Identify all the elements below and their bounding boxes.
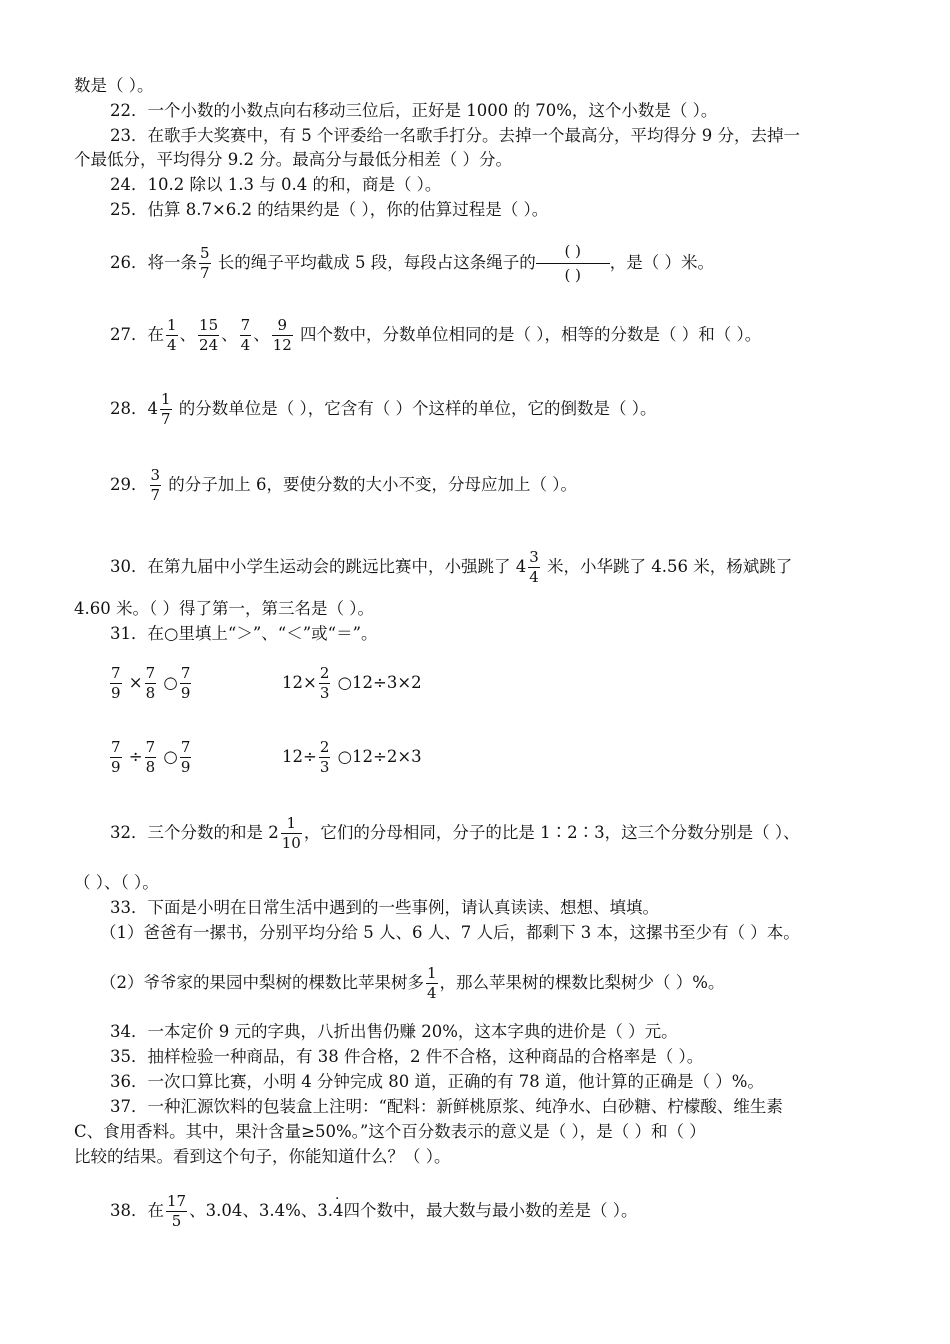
den: 9	[111, 758, 121, 776]
question-32-line1	[110, 816, 800, 851]
q26-blank-den: ( )	[564, 266, 582, 284]
q32-post: ，它们的分母相同，分子的比是 1∶2∶3，这三个分数分别是（ ）、	[303, 823, 800, 842]
q32-pre: 32．三个分数的和是 2	[110, 823, 279, 842]
num: 7	[180, 664, 191, 682]
den: 8	[145, 758, 156, 776]
q27-f2-num: 15	[199, 316, 219, 334]
q26-blank-fraction	[536, 244, 610, 283]
q31-r1a-op: ×	[128, 673, 143, 692]
q27-f4-num: 9	[272, 318, 293, 336]
den: 9	[180, 758, 191, 776]
den: 3	[319, 684, 330, 702]
q31-r1b-f	[319, 666, 331, 701]
q31-item-4	[282, 740, 422, 775]
q29-frac-num: 3	[150, 466, 161, 484]
q31-r2a-f2	[145, 740, 157, 775]
q38-mid: 、3.04、3.4%、3.	[189, 1201, 333, 1220]
q33-p2-fraction	[426, 966, 438, 1001]
question-37-line3: 比较的结果。看到这个句子，你能知道什么？（ ）。	[74, 1147, 451, 1166]
question-22: 22．一个小数的小数点向右移动三位后，正好是 1000 的 70%，这个小数是（ ）。	[110, 101, 718, 120]
q31-item-3	[108, 740, 193, 775]
q26-pre: 26．将一条	[110, 253, 197, 272]
q31-item-2	[282, 666, 422, 701]
question-25: 25．估算 8.7×6.2 的结果约是（ ），你的估算过程是（ ）。	[110, 200, 549, 219]
q27-sep: 、	[179, 325, 197, 344]
q31-r2a-f3	[180, 740, 192, 775]
question-33-title: 33．下面是小明在日常生活中遇到的一些事例，请认真读读、想想、填填。	[110, 898, 659, 917]
q31-r2b-post: ○12÷2×3	[332, 747, 422, 766]
den: 9	[111, 684, 121, 702]
num: 7	[111, 738, 121, 756]
q31-r1a-f1	[110, 666, 122, 701]
num: 2	[319, 738, 330, 756]
q32-frac-num: 1	[281, 816, 302, 834]
question-23-line1: 23．在歌手大奖赛中，有 5 个评委给一名歌手打分。去掉一个最高分，平均得分 9 分，去掉一	[110, 126, 800, 145]
num: 2	[319, 664, 330, 682]
q27-post: 四个数中，分数单位相同的是（ ），相等的分数是（ ）和（ ）。	[294, 325, 762, 344]
q27-sep: 、	[221, 325, 238, 344]
q27-pre: 27．在	[110, 325, 164, 344]
question-28	[110, 392, 657, 427]
q30-pre: 30．在第九届中小学生运动会的跳远比赛中，小强跳了 4	[110, 557, 527, 576]
q38-frac-num: 17	[167, 1192, 187, 1210]
q28-pre: 28．4	[110, 399, 158, 418]
question-37-line2: C、食用香料。其中，果汁含量≥50%。”这个百分数表示的意义是（ ），是（ ）和（ ）	[74, 1122, 706, 1141]
question-30-line2: 4.60 米。（ ）得了第一，第三名是（ ）。	[74, 599, 374, 618]
q26-frac-den: 7	[200, 264, 210, 282]
question-23-line2: 个最低分，平均得分 9.2 分。最高分与最低分相差（ ）分。	[74, 150, 512, 169]
q33-p2-frac-num: 1	[427, 964, 437, 982]
q31-r2a-op: ÷	[128, 747, 143, 766]
q26-blank-num: ( )	[536, 244, 610, 264]
q38-frac-den: 5	[171, 1212, 182, 1230]
q31-r1a-f3	[180, 666, 192, 701]
q33-p2-post: ，那么苹果树的棵数比梨树少（ ）%。	[439, 973, 725, 992]
q27-f3-den: 4	[240, 336, 251, 354]
q29-post: 的分子加上 6，要使分数的大小不变，分母应加上（ ）。	[163, 475, 578, 494]
q27-fraction-1	[166, 318, 178, 353]
q38-post: 四个数中，最大数与最小数的差是（ ）。	[343, 1201, 638, 1220]
question-27	[110, 318, 761, 353]
question-38	[110, 1194, 638, 1229]
den: 3	[319, 758, 330, 776]
q27-f1-den: 4	[167, 336, 177, 354]
question-31-title: 31．在○里填上“＞”、“＜”或“＝”。	[110, 624, 378, 643]
q31-r2a-f1	[110, 740, 122, 775]
q28-post: 的分数单位是（ ），它含有（ ）个这样的单位，它的倒数是（ ）。	[173, 399, 657, 418]
question-26	[110, 244, 714, 283]
question-36: 36．一次口算比赛，小明 4 分钟完成 80 道，正确的有 78 道，他计算的正确是（ ）%。	[110, 1072, 764, 1091]
q32-frac-den: 10	[281, 834, 301, 852]
q31-r2b-pre: 12÷	[282, 747, 317, 766]
question-29	[110, 468, 577, 503]
question-33-part1: （1）爸爸有一摞书，分别平均分给 5 人、6 人、7 人后，都剩下 3 本，这摞书至少有（ ）本。	[100, 923, 800, 942]
q26-post: ，是（ ）米。	[609, 253, 715, 272]
num: 7	[145, 738, 156, 756]
question-24: 24．10.2 除以 1.3 与 0.4 的和，商是（ ）。	[110, 175, 442, 194]
q26-frac-num: 5	[200, 244, 210, 262]
compare-circle[interactable]: ○	[163, 747, 178, 766]
q26-fraction	[199, 246, 211, 281]
q30-post: 米，小华跳了 4.56 米，杨斌跳了	[541, 557, 793, 576]
q38-fraction	[166, 1194, 187, 1229]
q27-f4-den: 12	[272, 336, 292, 354]
q27-f1-num: 1	[167, 316, 177, 334]
q28-fraction	[160, 392, 172, 427]
q38-pre: 38．在	[110, 1201, 164, 1220]
question-35: 35．抽样检验一种商品，有 38 件合格，2 件不合格，这种商品的合格率是（ ）。	[110, 1047, 704, 1066]
num: 7	[111, 664, 121, 682]
q27-fraction-4	[272, 318, 293, 353]
q27-f3-num: 7	[240, 316, 251, 334]
compare-circle[interactable]: ○	[163, 673, 178, 692]
q29-fraction	[150, 468, 162, 503]
q29-frac-den: 7	[150, 486, 161, 504]
q27-f2-den: 24	[199, 336, 219, 354]
num: 7	[145, 664, 156, 682]
q31-r1a-f2	[145, 666, 157, 701]
q28-frac-den: 7	[161, 410, 171, 428]
q30-fraction	[528, 550, 540, 585]
q28-frac-num: 1	[161, 390, 171, 408]
q26-mid: 长的绳子平均截成 5 段，每段占这条绳子的	[212, 253, 536, 272]
q21-tail: 数是（ ）。	[74, 76, 154, 95]
q29-pre: 29．	[110, 475, 148, 494]
question-30-line1	[110, 550, 792, 585]
question-32-line2: （ ）、（ ）。	[74, 873, 159, 892]
q33-p2-pre: （2）爷爷家的果园中梨树的棵数比苹果树多	[100, 973, 424, 992]
q33-p2-frac-den: 4	[427, 984, 437, 1002]
question-34: 34．一本定价 9 元的字典，八折出售仍赚 20%，这本字典的进价是（ ）元。	[110, 1022, 678, 1041]
q32-fraction	[281, 816, 302, 851]
den: 9	[180, 684, 191, 702]
q31-r1b-pre: 12×	[282, 673, 317, 692]
q31-item-1	[108, 666, 193, 701]
q31-r2b-f	[319, 740, 331, 775]
q38-repeating-digit: · 4	[333, 1201, 344, 1220]
q30-frac-den: 4	[529, 568, 539, 586]
question-37-line1: 37．一种汇源饮料的包装盒上注明：“配料：新鲜桃原浆、纯净水、白砂糖、柠檬酸、维生素	[110, 1097, 783, 1116]
den: 8	[145, 684, 156, 702]
q30-frac-num: 3	[529, 548, 539, 566]
q31-r1b-post: ○12÷3×2	[332, 673, 422, 692]
question-33-part2	[100, 966, 724, 1001]
q27-fraction-2	[198, 318, 219, 353]
q27-sep: 、	[253, 325, 270, 344]
q27-fraction-3	[240, 318, 252, 353]
num: 7	[180, 738, 191, 756]
